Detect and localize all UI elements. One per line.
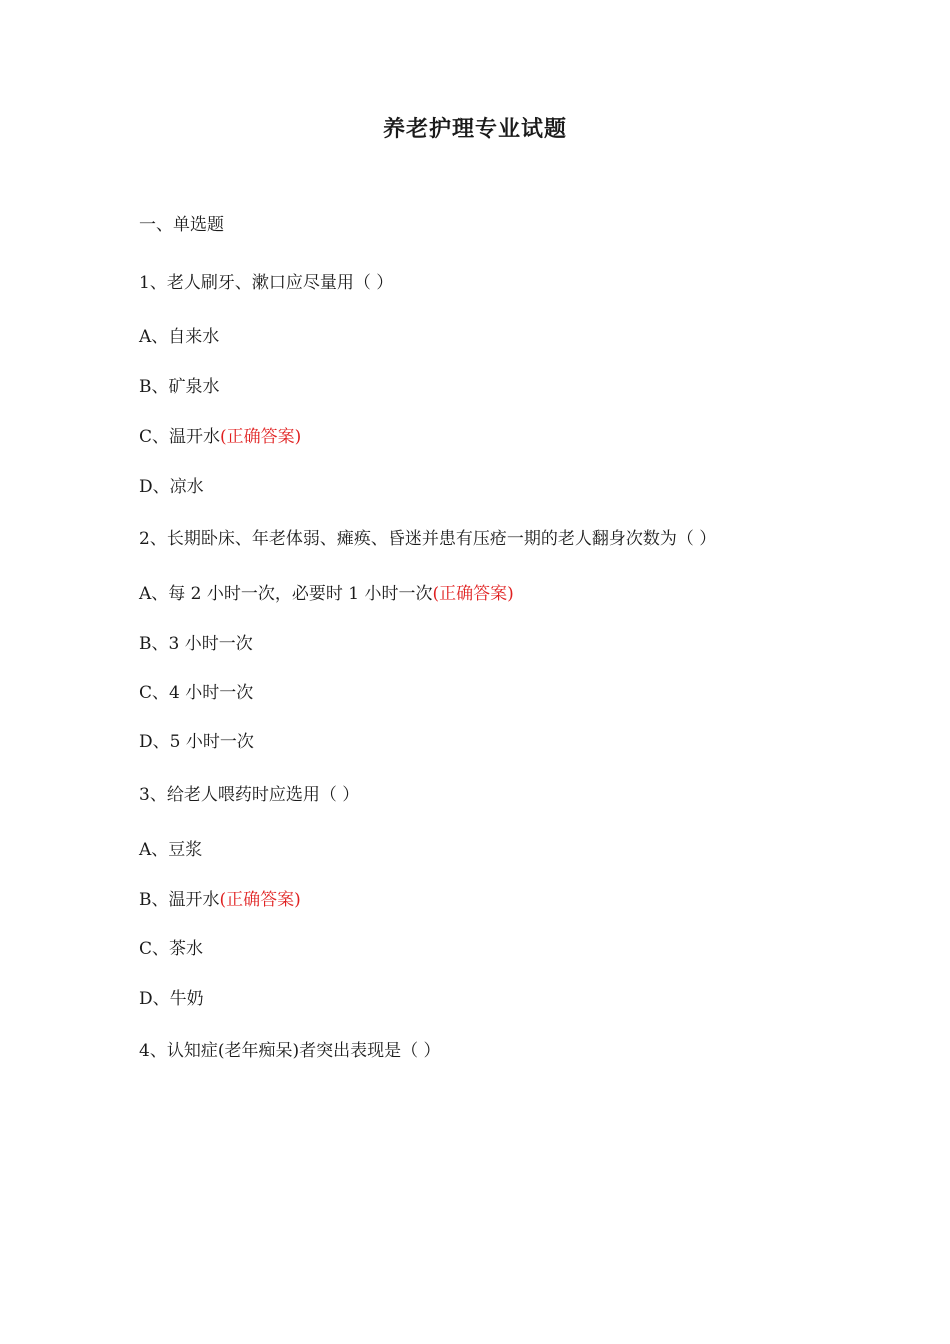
question-3-option-a: A、豆浆 (139, 840, 203, 860)
question-2-option-b: B、3 小时一次 (139, 634, 253, 654)
section-heading: 一、单选题 (139, 215, 224, 235)
option-text: B、温开水 (139, 890, 220, 910)
question-1-option-a: A、自来水 (139, 327, 220, 347)
option-text: C、温开水 (139, 427, 221, 447)
question-3-option-b (139, 889, 301, 911)
question-3-option-d: D、牛奶 (139, 989, 204, 1009)
option-text: A、每 2 小时一次，必要时 1 小时一次 (139, 584, 433, 604)
question-3-option-c: C、茶水 (139, 939, 204, 959)
question-1-stem: 1、老人刷牙、漱口应尽量用（ ） (139, 273, 394, 293)
question-1-option-c (139, 426, 301, 448)
question-3-stem: 3、给老人喂药时应选用（ ） (139, 785, 360, 805)
question-1-option-d: D、凉水 (139, 477, 204, 497)
question-4-stem: 4、认知症(老年痴呆)者突出表现是（ ） (139, 1041, 441, 1061)
question-2-stem: 2、长期卧床、年老体弱、瘫痪、昏迷并患有压疮一期的老人翻身次数为（ ） (139, 529, 717, 549)
correct-answer-mark: (正确答案) (432, 584, 514, 604)
question-1-option-b: B、矿泉水 (139, 377, 220, 397)
correct-answer-mark: (正确答案) (219, 890, 301, 910)
correct-answer-mark: (正确答案) (220, 427, 302, 447)
question-2-option-c: C、4 小时一次 (139, 683, 254, 703)
question-2-option-a (139, 583, 514, 605)
question-2-option-d: D、5 小时一次 (139, 732, 254, 752)
document-title: 养老护理专业试题 (382, 116, 567, 142)
